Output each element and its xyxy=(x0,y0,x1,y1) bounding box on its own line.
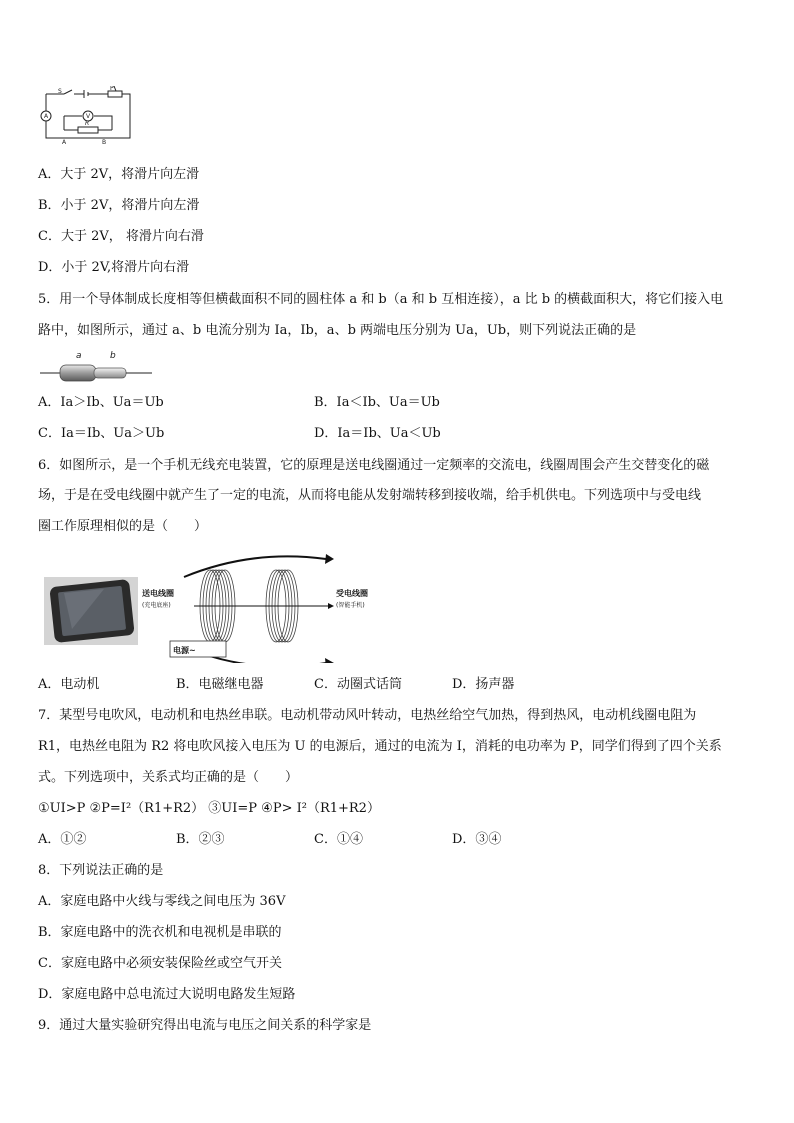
q4-option-d: D．小于 2V,将滑片向右滑 xyxy=(38,260,190,275)
q6-stem-line3: 圈工作原理相似的是（ ） xyxy=(38,519,208,534)
q5-option-a: A．Ia＞Ib、Ua＝Ub xyxy=(38,395,164,410)
q7-option-c: C．①④ xyxy=(314,832,363,847)
q5-option-c: C．Ia＝Ib、Ua＞Ub xyxy=(38,426,165,441)
q8-stem: 8．下列说法正确的是 xyxy=(38,863,164,878)
q7-stem-line1: 7．某型号电吹风，电动机和电热丝串联。电动机带动风叶转动，电热丝给空气加热，得到热风，电动机线圈电阻为 xyxy=(38,708,697,723)
q5-option-b: B．Ia＜Ib、Ua＝Ub xyxy=(314,395,440,410)
q7-stem-line2: R1，电热丝电阻为 R2 将电吹风接入电压为 U 的电源后，通过的电流为 I，消耗的电功率为 P，同学们得到了四个关系 xyxy=(38,739,722,754)
q6-option-b: B．电磁继电器 xyxy=(176,677,264,692)
power-source-label: 电源~ xyxy=(173,646,196,655)
q8-option-a: A．家庭电路中火线与零线之间电压为 36V xyxy=(38,894,286,909)
voltmeter-label: V xyxy=(86,113,91,120)
q7-stem-line3: 式。下列选项中，关系式均正确的是（ ） xyxy=(38,770,299,785)
q8-option-d: D．家庭电路中总电流过大说明电路发生短路 xyxy=(38,987,296,1002)
node-a-label: A xyxy=(62,139,67,146)
q5-option-d: D．Ia＝Ib、Ua＜Ub xyxy=(314,426,441,441)
phone-image xyxy=(44,577,138,645)
ammeter-label: A xyxy=(44,113,49,120)
send-coil-label: 送电线圈 xyxy=(142,589,174,598)
q5-stem-line2: 路中，如图所示，通过 a、b 电流分别为 Ia，Ib，a、b 两端电压分别为 Ua，Ub，则下列说法正确的是 xyxy=(38,323,637,338)
q7-option-a: A．①② xyxy=(38,832,87,847)
q4-option-b: B．小于 2V，将滑片向左滑 xyxy=(38,198,200,213)
q8-option-c: C．家庭电路中必须安装保险丝或空气开关 xyxy=(38,956,282,971)
switch-label: S xyxy=(58,88,62,95)
wireless-charging-diagram xyxy=(140,551,380,663)
recv-coil-label: 受电线圈 xyxy=(336,589,368,598)
q7-option-d: D．③④ xyxy=(452,832,502,847)
conductor-figure xyxy=(38,348,154,384)
circuit-diagram xyxy=(36,86,136,148)
q6-option-d: D．扬声器 xyxy=(452,677,515,692)
cylinder-b-label: b xyxy=(110,351,116,361)
slider-label: P xyxy=(110,86,114,92)
q4-option-c: C．大于 2V， 将滑片向右滑 xyxy=(38,229,204,244)
q6-stem-line1: 6．如图所示，是一个手机无线充电装置，它的原理是送电线圈通过一定频率的交流电，线圈周围会产生交替变化的磁 xyxy=(38,458,710,473)
recv-coil-sublabel: (智能手机) xyxy=(336,602,365,609)
q7-option-b: B．②③ xyxy=(176,832,225,847)
q8-option-b: B．家庭电路中的洗衣机和电视机是串联的 xyxy=(38,925,282,940)
node-b-label: B xyxy=(102,139,107,146)
cylinder-a-label: a xyxy=(76,351,82,361)
q6-stem-line2: 场，于是在受电线圈中就产生了一定的电流，从而将电能从发射端转移到接收端，给手机供电。下列选项中与受电线 xyxy=(38,488,702,503)
q6-option-a: A．电动机 xyxy=(38,677,100,692)
resistor-label: R xyxy=(85,120,90,127)
q4-option-a: A．大于 2V，将滑片向左滑 xyxy=(38,167,200,182)
q5-stem-line1: 5．用一个导体制成长度相等但横截面积不同的圆柱体 a 和 b（a 和 b 互相连接），a 比 b 的横截面积大，将它们接入电 xyxy=(38,292,724,307)
q9-stem: 9．通过大量实验研究得出电流与电压之间关系的科学家是 xyxy=(38,1018,372,1033)
q6-option-c: C．动圈式话筒 xyxy=(314,677,402,692)
send-coil-sublabel: (充电底座) xyxy=(142,602,171,609)
q7-relations: ①UI>P ②P=I²（R1+R2） ③UI=P ④P> I²（R1+R2） xyxy=(38,801,380,816)
